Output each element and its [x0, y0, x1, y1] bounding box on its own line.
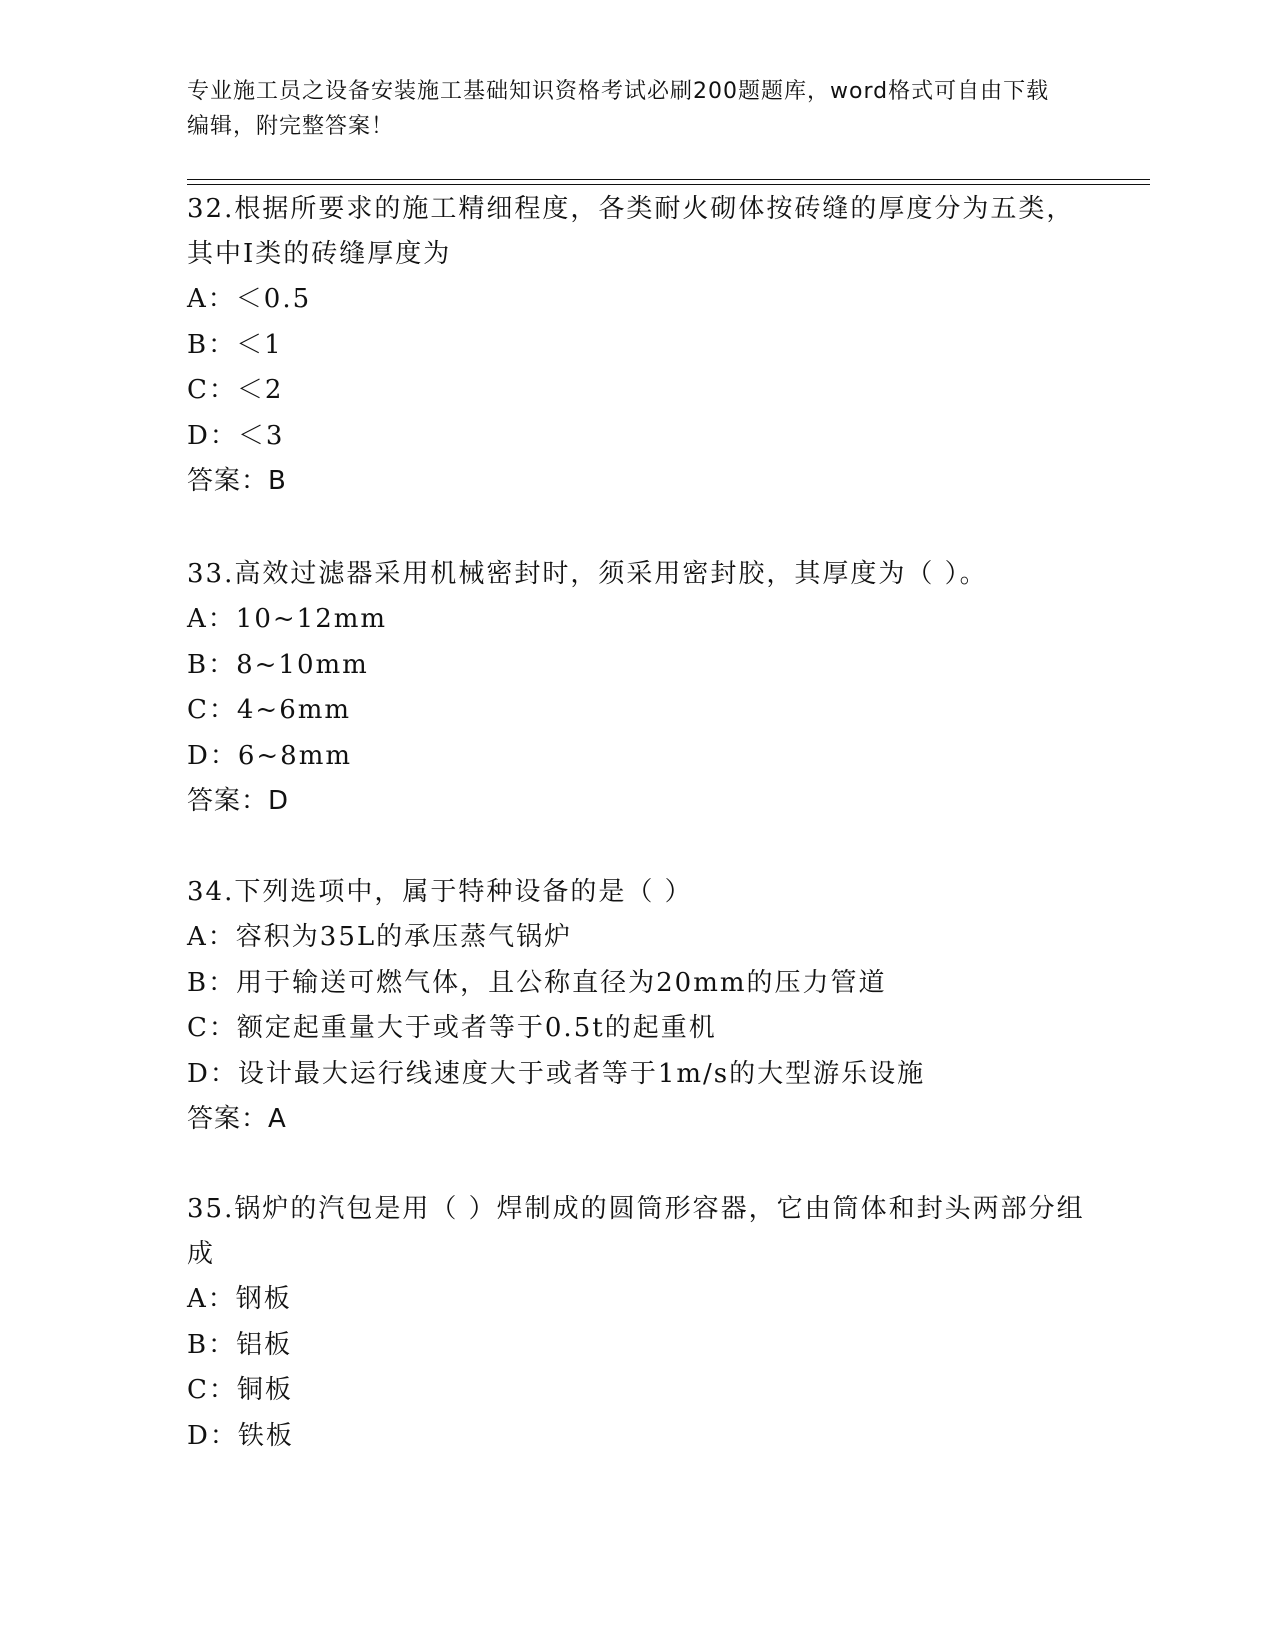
option-c: C：铜板 [187, 1375, 293, 1405]
question-33 [187, 552, 1087, 823]
option-d: D：设计最大运行线速度大于或者等于1m/s的大型游乐设施 [187, 1058, 926, 1089]
question-stem: 33.高效过滤器采用机械密封时，须采用密封胶，其厚度为（ ）。 [187, 559, 988, 589]
option-c: C：额定起重量大于或者等于0.5t的起重机 [187, 1013, 717, 1043]
question-32 [187, 187, 1087, 503]
option-d: D：6~8mm [187, 740, 353, 771]
option-d: D：铁板 [187, 1420, 294, 1451]
option-b: B：铝板 [187, 1329, 293, 1360]
option-b: B：＜1 [187, 329, 283, 360]
question-stem: 34.下列选项中，属于特种设备的是（ ） [187, 877, 693, 907]
option-b: B：用于输送可燃气体，且公称直径为20mm的压力管道 [187, 967, 887, 998]
option-a: A：容积为35L的承压蒸气锅炉 [187, 922, 573, 952]
option-a: A：钢板 [187, 1284, 292, 1314]
option-a: A：＜0.5 [187, 284, 312, 314]
question-34 [187, 870, 1087, 1141]
option-a: A：10~12mm [187, 604, 388, 634]
document-header: 专业施工员之设备安装施工基础知识资格考试必刷200题题库，word格式可自由下载编辑，附完整答案！ [187, 79, 1050, 139]
question-stem: 35.锅炉的汽包是用（ ）焊制成的圆筒形容器，它由筒体和封头两部分组成 [187, 1194, 1085, 1269]
header-divider-bottom [187, 184, 1150, 185]
option-b: B：8~10mm [187, 649, 369, 680]
answer: 答案：A [187, 1104, 287, 1134]
question-stem: 32.根据所要求的施工精细程度，各类耐火砌体按砖缝的厚度分为五类，其中Ⅰ类的砖缝厚度为 [187, 194, 1075, 269]
header-divider-top [187, 179, 1150, 180]
answer: 答案：D [187, 786, 290, 816]
option-d: D：＜3 [187, 420, 285, 451]
answer: 答案：B [187, 466, 287, 496]
question-35 [187, 1187, 1087, 1459]
option-c: C：4~6mm [187, 695, 352, 725]
option-c: C：＜2 [187, 375, 284, 405]
